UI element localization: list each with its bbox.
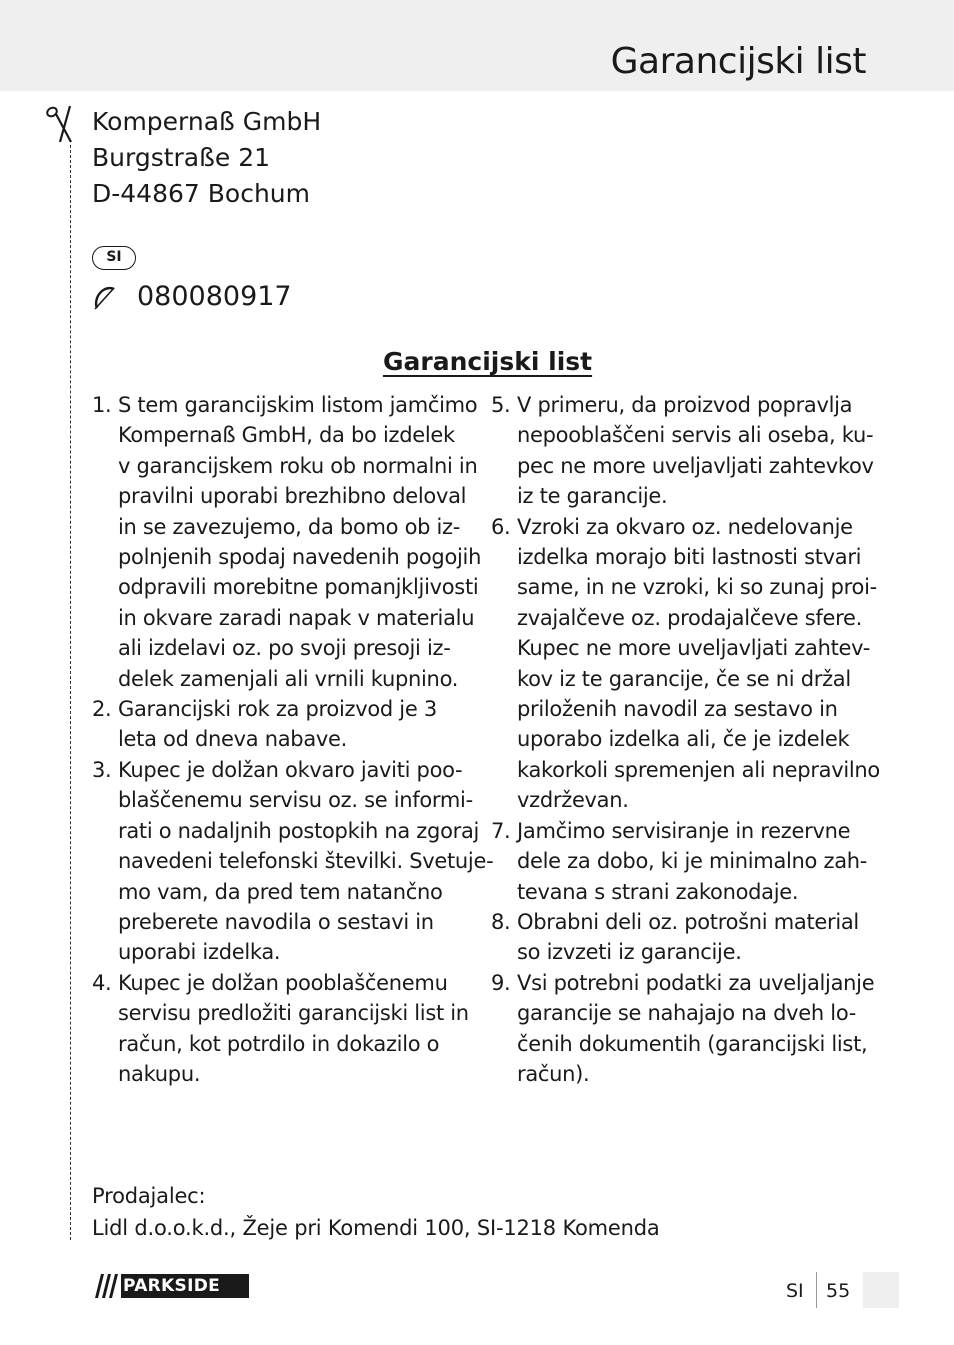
page-number: 55 [826, 1280, 851, 1302]
footer-box [863, 1272, 899, 1308]
footer-language: SI [786, 1280, 804, 1302]
clause-text-line: kov iz te garancije, če se ni držal [517, 666, 851, 691]
clause-text-line: Jamčimo servisiranje in rezervne [517, 818, 851, 843]
logo-stripes [91, 1274, 121, 1298]
clause-text-line: same, in ne vzroki, ki so zunaj proi- [517, 575, 877, 600]
clause-text-line: Obrabni deli oz. potrošni material [517, 909, 859, 934]
warranty-clause [491, 390, 874, 512]
clause-number: 9. [491, 970, 511, 995]
clause-text-line: Vzroki za okvaro oz. nedelovanje [517, 514, 853, 539]
clause-text-line: tevana s strani zakonodaje. [517, 879, 799, 904]
clause-text-line: dele za dobo, ki je minimalno zah- [517, 849, 868, 874]
clause-text-line: polnjenih spodaj navedenih pogojih [118, 545, 482, 570]
logo-brand-text: PARKSIDE [123, 1276, 221, 1296]
seller-info: Lidl d.o.o.k.d., Žeje pri Komendi 100, SI-1218 Komenda [92, 1216, 660, 1240]
clause-text-line: kakorkoli spremenjen ali nepravilno [517, 757, 880, 782]
section-title: Garancijski list [383, 347, 593, 376]
footer-divider [816, 1272, 817, 1308]
warranty-clause [491, 907, 871, 968]
clause-number: 5. [491, 393, 511, 417]
clause-text-line: uporabo izdelka ali, če je izdelek [517, 727, 850, 752]
clause-text-line: V primeru, da proizvod popravlja [517, 393, 853, 417]
warranty-clause [92, 694, 472, 755]
clause-text-line: pravilni uporabi brezhibno deloval [118, 484, 467, 509]
clause-text-line: S tem garancijskim listom jamčimo [118, 393, 478, 417]
warranty-clause [491, 512, 880, 816]
clause-text-line: v garancijskem roku ob normalni in [118, 453, 478, 478]
clause-text-line: nakupu. [118, 1061, 201, 1086]
clause-number: 6. [491, 514, 511, 539]
clause-text-line: Garancijski rok za proizvod je 3 [118, 697, 437, 722]
parkside-logo [91, 1274, 249, 1298]
clause-number: 3. [92, 757, 112, 782]
clauses-left-column [92, 390, 494, 1089]
clause-text-line: račun, kot potrdilo in dokazilo o [118, 1031, 440, 1056]
clause-text-line: preberete navodila o sestavi in [118, 909, 434, 934]
warranty-clause [92, 755, 494, 968]
clause-text-line: in okvare zaradi napak v materialu [118, 605, 475, 630]
clause-text-line: pec ne more uveljavljati zahtevkov [517, 453, 874, 478]
clause-text-line: izdelka morajo biti lastnosti stvari [517, 545, 862, 570]
clause-text-line: Vsi potrebni podatki za uveljaljanje [517, 970, 875, 995]
clause-text-line: rati o nadaljnih postopkih na zgoraj [118, 818, 480, 843]
clause-text-line: in se zavezujemo, da bomo ob iz- [118, 514, 461, 539]
warranty-clause [491, 816, 871, 907]
clause-text-line: odpravili morebitne pomanjkljivosti [118, 575, 479, 600]
warranty-clause [491, 968, 875, 1090]
phone-number: 080080917 [137, 281, 292, 312]
city-address: D-44867 Bochum [92, 179, 310, 208]
clause-number: 2. [92, 697, 112, 722]
clause-text-line: Kupec ne more uveljavljati zahtev- [517, 636, 870, 661]
clause-text-line: iz te garancije. [517, 484, 668, 509]
clause-text-line: vzdrževan. [517, 788, 629, 813]
clause-text-line: delek zamenjali ali vrnili kupnino. [118, 666, 459, 691]
clause-text-line: čenih dokumentih (garancijski list, [517, 1031, 868, 1056]
warranty-clause [92, 968, 472, 1090]
company-name: Kompernaß GmbH [92, 107, 322, 136]
clause-text-line: navedeni telefonski številki. Svetuje- [118, 849, 494, 874]
phone-icon [92, 286, 116, 310]
clause-text-line: ali izdelavi oz. po svoji presoji iz- [118, 636, 451, 661]
clauses-right-column [491, 390, 880, 1089]
clause-number: 4. [92, 970, 112, 995]
clause-text-line: nepooblaščeni servis ali oseba, ku- [517, 423, 874, 448]
clause-text-line: servisu predložiti garancijski list in [118, 1001, 469, 1026]
clause-text-line: Kupec je dolžan okvaro javiti poo- [118, 757, 463, 782]
seller-label: Prodajalec: [92, 1184, 206, 1208]
clause-number: 8. [491, 909, 511, 934]
cut-line [70, 145, 71, 1240]
clause-text-line: zvajalčeve oz. prodajalčeve sfere. [517, 605, 862, 630]
page-title: Garancijski list [610, 41, 866, 82]
clause-text-line: so izvzeti iz garancije. [517, 940, 742, 965]
manufacturer-address [92, 104, 321, 212]
clause-number: 7. [491, 818, 511, 843]
seller-block [92, 1180, 660, 1244]
clause-text-line: leta od dneva nabave. [118, 727, 348, 752]
clause-text-line: račun). [517, 1061, 590, 1086]
clause-text-line: Kompernaß GmbH, da bo izdelek [118, 423, 455, 448]
clause-text-line: mo vam, da pred tem natančno [118, 879, 443, 904]
clause-text-line: garancije se nahajajo na dveh lo- [517, 1001, 857, 1026]
clause-text-line: uporabi izdelka. [118, 940, 281, 965]
warranty-clause [92, 390, 482, 694]
clause-text-line: blaščenemu servisu oz. se informi- [118, 788, 473, 813]
clause-text-line: Kupec je dolžan pooblaščenemu [118, 970, 448, 995]
clause-number: 1. [92, 393, 112, 417]
country-badge: SI [92, 246, 136, 270]
clause-text-line: priloženih navodil za sestavo in [517, 697, 838, 722]
scissors-icon [46, 104, 76, 144]
street-address: Burgstraße 21 [92, 143, 271, 172]
